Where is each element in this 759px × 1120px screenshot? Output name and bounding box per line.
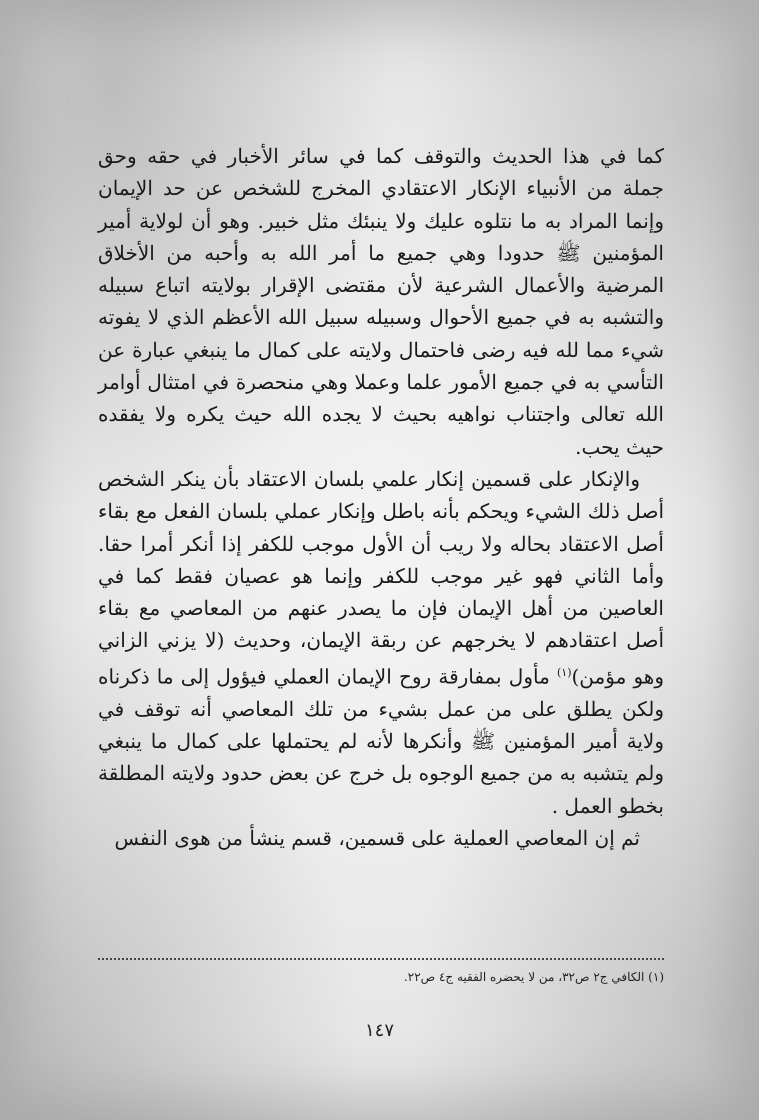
paragraph-2-part-1: والإنكار على قسمين إنكار علمي بلسان الاعتقاد بأن ينكر الشخص أصل ذلك الشيء ويحكم بأنه باطل وإنكار عملي بلسان الفعل مع بقاء أصل الاعتقاد بحاله ولا ريب أن الأول موجب للكفر إذا أنكر أمرا حقا. وأما الثاني فهو غير موجب للكفر وإنما هو عصيان فقط كما في العاصين من أهل الإيمان فإن ما يصدر عنهم من المعاصي مع بقاء أصل اعتقادهم لا يخرجهم عن ربقة الإيمان، وحديث (لا يزني الزاني وهو مؤمن) <box>98 466 664 689</box>
main-text <box>98 140 664 854</box>
paragraph-1: كما في هذا الحديث والتوقف كما في سائر الأخبار في حقه وحق جملة من الأنبياء الإنكار الاعتقادي المخرج للشخص عن حد الإيمان وإنما المراد به ما نتلوه عليك ولا ينبئك مثل خبير. وهو أن لولاية أمير المؤمنين ﷺ حدودا وهي جميع ما أمر الله به وأحبه من الأخلاق المرضية والأعمال الشرعية لأن مقتضى الإقرار بولايته اتباع سبيله والتشبه به في جميع الأحوال وسبيله سبيل الله الأعظم الذي لا يفوته شيء مما لله فيه رضى فاحتمال ولايته على كمال ما ينبغي عبارة عن التأسي به في جميع الأمور علما وعملا وهي منحصرة في امتثال أوامر الله تعالى واجتناب نواهيه بحيث لا يجده الله حيث يكره ولا يفقده حيث يحب. <box>98 144 664 459</box>
footnote-divider <box>98 958 664 960</box>
footnote: (١) الكافي ج٢ ص٣٢، من لا يحضره الفقيه ج٤ ص٢٢. <box>403 970 664 984</box>
paragraph-2-part-2: مأول بمفارقة روح الإيمان العملي فيؤول إلى ما ذكرناه ولكن يطلق على من عمل بشيء من تلك المعاصي أنه توقف في ولاية أمير المؤمنين ﷺ وأنكرها لأنه لم يحتملها على كمال ما ينبغي ولم يتشبه به من جميع الوجوه بل خرج عن بعض حدود ولايته المطلقة بخطو العمل . <box>98 664 664 818</box>
footnote-marker: (١) <box>556 665 572 679</box>
paragraph-3: ثم إن المعاصي العملية على قسمين، قسم ينشأ من هوى النفس <box>114 825 640 850</box>
page-number: ١٤٧ <box>364 1020 394 1041</box>
